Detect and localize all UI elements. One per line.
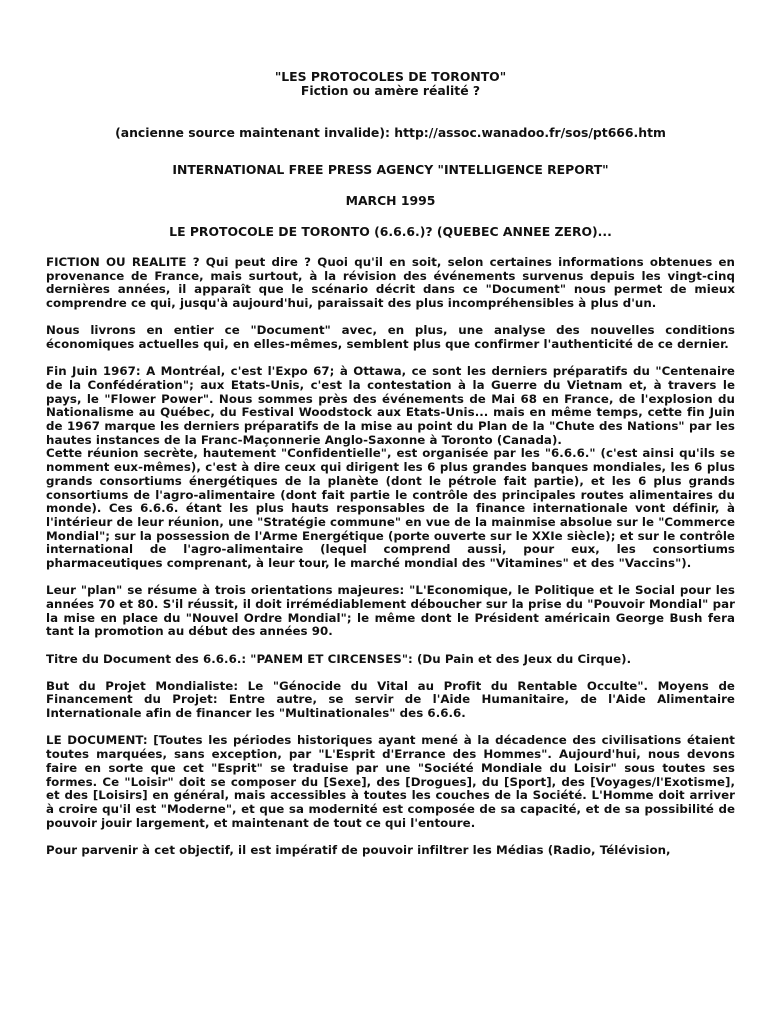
paragraph-fin-juin-1967: Fin Juin 1967: A Montréal, c'est l'Expo 67; à Ottawa, ce sont les derniers préparatifs du "Centenaire de la Confédération"; aux Etats-Unis, c'est la contestation à la Guerre du Vietnam et, à travers le pays, le "Flower Power". Nous sommes près des événements de Mai 68 en France, de l'explosion du Nationalisme au Québec, du Festival Woodstock aux Etats-Unis... mais en même temps, cette fin Juin de 1967 marque les derniers préparatifs de la mise au point du Plan de la "Chute des Nations" par les hautes instances de la Franc-Maçonnerie Anglo-Saxonne à Toronto (Canada). bbox=[46, 364, 735, 447]
paragraph-le-document: LE DOCUMENT: [Toutes les périodes historiques ayant mené à la décadence des civilisations étaient toutes marquées, sans exception, par "L'Esprit d'Errance des Hommes". Aujourd'hui, nous devons faire en sorte que cet "Esprit" se traduise par une "Société Mondiale du Loisir" sous toutes ses formes. Ce "Loisir" doit se composer du [Sexe], des [Drogues], du [Sport], des [Voyages/l'Exotisme], et des [Loisirs] en général, mais accessibles à toutes les couches de la Société. L'Homme doit arriver à croire qu'il est "Moderne", et que sa modernité est composée de sa capacité, et de sa possibilité de pouvoir jouir largement, et maintenant de tout ce qui l'entoure. bbox=[46, 733, 735, 830]
document-page bbox=[46, 70, 735, 858]
protocol-line: LE PROTOCOLE DE TORONTO (6.6.6.)? (QUEBEC ANNEE ZERO)... bbox=[169, 224, 612, 239]
paragraph-plan: Leur "plan" se résume à trois orientations majeures: "L'Economique, le Politique et le Social pour les années 70 et 80. S'il réussit, il doit irrémédiablement déboucher sur la prise du "Pouvoir Mondial" par la mise en place du "Nouvel Ordre Mondial"; le même dont le Président américain George Bush fera tant la promotion au début des années 90. bbox=[46, 583, 735, 639]
document-title: "LES PROTOCOLES DE TORONTO" bbox=[274, 69, 507, 84]
source-line: (ancienne source maintenant invalide): http://assoc.wanadoo.fr/sos/pt666.htm bbox=[115, 125, 666, 140]
paragraph-titre-document: Titre du Document des 6.6.6.: "PANEM ET CIRCENSES": (Du Pain et des Jeux du Cirque). bbox=[46, 651, 632, 666]
paragraph-document-livre: Nous livrons en entier ce "Document" avec, en plus, une analyse des nouvelles conditions économiques actuelles qui, en elles-mêmes, semblent plus que confirmer l'authenticité de ce dernier. bbox=[46, 323, 735, 352]
agency-line: INTERNATIONAL FREE PRESS AGENCY "INTELLIGENCE REPORT" bbox=[172, 162, 609, 177]
paragraph-fiction-ou-realite: FICTION OU REALITE ? Qui peut dire ? Quoi qu'il en soit, selon certaines informations obtenues en provenance de France, mais surtout, à la révision des événements survenus depuis les vingt-cinq dernières années, il apparaît que le scénario décrit dans ce "Document" nous permet de mieux comprendre ce qui, jusqu'à aujourd'hui, paraissait des plus incompréhensibles à plus d'un. bbox=[46, 255, 735, 311]
document-subtitle: Fiction ou amère réalité ? bbox=[300, 83, 481, 98]
date-line: MARCH 1995 bbox=[345, 193, 436, 208]
paragraph-but-projet: But du Projet Mondialiste: Le "Génocide du Vital au Profit du Rentable Occulte". Moyens de Financement du Projet: Entre autre, se servir de l'Aide Humanitaire, de l'Aide Alimentaire Internationale afin de financer les "Multinationales" des 6.6.6. bbox=[46, 678, 735, 721]
paragraph-objectif-medias: Pour parvenir à cet objectif, il est impératif de pouvoir infiltrer les Médias (Radio, Télévision, bbox=[46, 842, 671, 857]
paragraph-reunion-secrete: Cette réunion secrète, hautement "Confidentielle", est organisée par les "6.6.6." (c'est ainsi qu'ils se nomment eux-mêmes), c'est à dire ceux qui dirigent les 6 plus grandes banques mondiales, les 6 plus grands consortiums énergétiques de la planète (dont le pétrole fait partie), et les 6 plus grands consortiums de l'agro-alimentaire (dont fait partie le contrôle des principales routes alimentaires du monde). Ces 6.6.6. étant les plus hauts responsables de la finance internationale vont définir, à l'intérieur de leur réunion, une "Stratégie commune" en vue de la mainmise absolue sur le "Commerce Mondial"; sur la possession de l'Arme Energétique (porte ouverte sur le XXIe siècle); et sur le contrôle international de l'agro-alimentaire (lequel comprend aussi, pour eux, les consortiums pharmaceutiques comprenant, à leur tour, le marché mondial des "Vitamines" et des "Vaccins"). bbox=[46, 446, 735, 571]
